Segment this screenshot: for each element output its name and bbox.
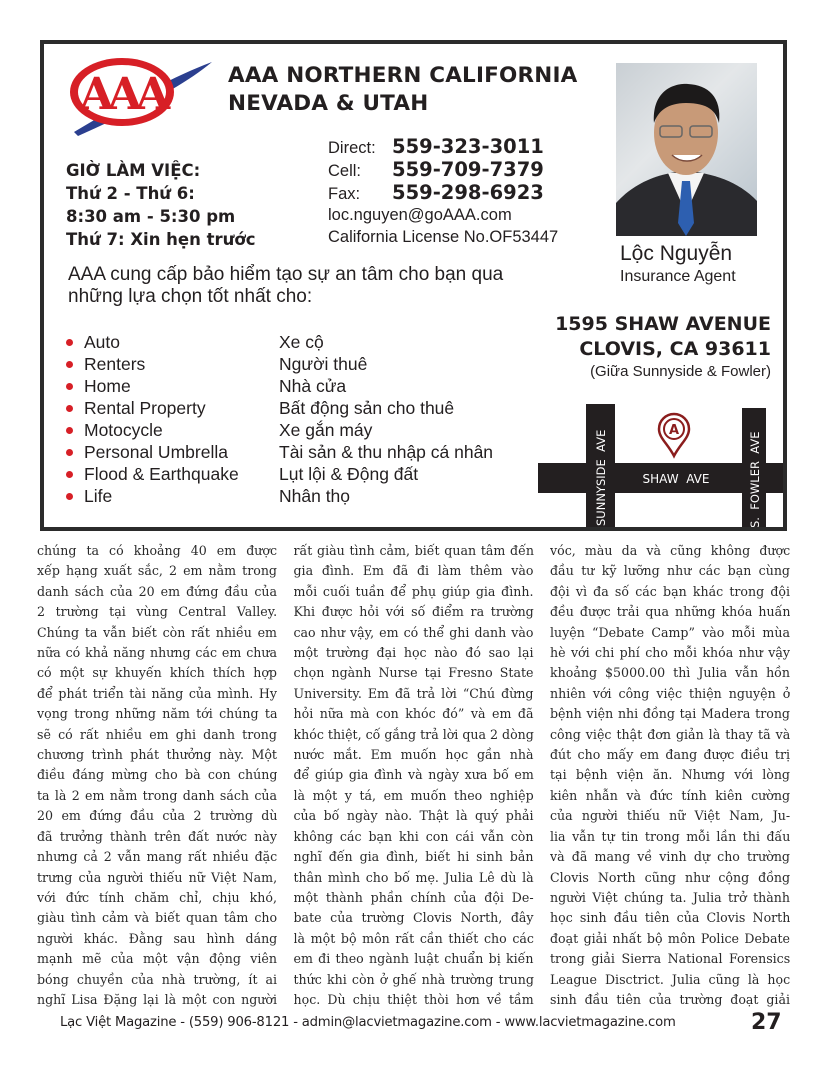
article-line: bóng chuyền của nhà trường, ít ai	[37, 971, 277, 987]
article-line: sinh đầu tiên của trường đoạt giải	[550, 991, 790, 1007]
page-footer: Lạc Việt Magazine - (559) 906-8121 - admin@lacvietmagazine.com - www.lacvietmagazine.com	[60, 1015, 676, 1030]
article-line: sẽ có rất nhiều em ghi danh trong	[37, 726, 277, 742]
product-en: Motocycle	[84, 419, 163, 440]
address-city: CLOVIS, CA 93611	[579, 338, 771, 360]
article-line: mạnh mẽ của một vận động viên	[37, 951, 277, 967]
article-line: chương trình phát thưởng này. Một	[37, 747, 277, 763]
product-en: Rental Property	[84, 397, 206, 418]
article-line: của bố ngày nào. Thật là quý phải	[293, 808, 534, 824]
article-line: nhưng cả 2 vẫn mang rất nhiều đặc	[37, 849, 277, 865]
article-line: đều được trải qua những khóa huấn	[550, 604, 790, 620]
article-line: một thành phần chính của đội De-	[293, 889, 534, 905]
product-item	[66, 463, 493, 485]
article-line: hè với chi phí cho mỗi khóa như vậy	[550, 645, 790, 661]
product-item	[66, 397, 493, 419]
article-line: kiên nhẫn và đức tính kiên cường	[550, 787, 790, 803]
article-line: chúng ta có khoảng 40 em được	[37, 543, 277, 558]
article-line: ta là 2 em nằm trong danh sách của	[37, 787, 277, 803]
product-vi: Tài sản & thu nhập cá nhân	[279, 441, 494, 462]
bullet-icon	[66, 361, 73, 368]
agent-portrait	[616, 63, 757, 236]
intro-line-2: những lựa chọn tốt nhất cho:	[68, 286, 313, 307]
article-line: nước mắt. Em muốn học gần nhà	[293, 747, 534, 763]
bullet-icon	[66, 449, 73, 456]
product-item	[66, 331, 493, 353]
article-line: mỗi cuối tuần để phụ giúp gia đình.	[293, 583, 534, 599]
cell-label: Cell:	[328, 162, 362, 180]
product-vi: Nhà cửa	[279, 375, 347, 396]
article-column-3	[550, 541, 790, 1011]
cell-row	[328, 158, 558, 181]
contact-info	[328, 135, 558, 248]
article-line: không các bạn khi con cái vẫn còn	[293, 828, 534, 844]
marker-label: A	[668, 423, 680, 438]
product-vi: Người thuê	[279, 353, 368, 374]
office-address	[555, 312, 771, 381]
bullet-icon	[66, 471, 73, 478]
product-en: Flood & Earthquake	[84, 463, 239, 484]
page-number: 27	[751, 1010, 782, 1035]
bullet-icon	[66, 383, 73, 390]
article-line: đoạt giải nhất bộ môn Police Debate	[550, 930, 790, 946]
article-line: khoảng $5000.00 thì Julia vẫn hồn	[550, 665, 790, 681]
aaa-logo	[64, 54, 214, 144]
aaa-advertisement	[40, 40, 787, 531]
product-en: Personal Umbrella	[84, 441, 228, 462]
agent-name: Lộc Nguyễn	[620, 242, 733, 265]
bullet-icon	[66, 405, 73, 412]
article-line: người khác. Đằng sau hình dáng	[37, 930, 277, 946]
bullet-icon	[66, 493, 73, 500]
article-line: đầu tư kỹ lưỡng như các bạn cùng	[550, 563, 790, 579]
article-line: thức khi còn ở ghế nhà trường trung	[293, 971, 534, 987]
article-line: công việc thật đơn giản là thay tã và	[550, 726, 790, 742]
product-list	[66, 331, 493, 507]
article-line: một trường đại học nào đó sao lại	[293, 645, 534, 661]
article-line: xếp hạng xuất sắc, 2 em nằm trong	[37, 563, 277, 579]
article-line: League Disctrict. Julia cũng là học	[550, 971, 790, 987]
product-vi: Xe cộ	[279, 331, 324, 352]
company-line-2: NEVADA & UTAH	[228, 91, 429, 116]
insurance-intro	[68, 264, 503, 308]
fax-row	[328, 181, 558, 204]
email-link[interactable]: loc.nguyen@goAAA.com	[328, 206, 512, 224]
article-line: và đã mang về vinh dự cho trường	[550, 849, 790, 865]
product-en: Life	[84, 485, 113, 506]
fax-label: Fax:	[328, 185, 361, 203]
office-hours	[66, 159, 256, 251]
article-line: vọng trong những năm tới chúng ta	[37, 706, 277, 722]
article-line: đội vì đa số các bạn khác trong đội	[550, 583, 790, 599]
company-line-1: AAA NORTHERN CALIFORNIA	[228, 63, 578, 88]
cell-phone[interactable]: 559-709-7379	[392, 158, 544, 181]
hours-heading: GIỜ LÀM VIỆC:	[66, 161, 201, 180]
article-line: rất giàu tình cảm, biết quan tâm đến	[293, 543, 534, 558]
company-name	[228, 62, 578, 118]
article-line: của người thiếu nữ Việt Nam, Ju-	[550, 808, 790, 824]
article-line: học sinh đầu tiên của Clovis North	[550, 910, 790, 926]
article-column-2	[294, 541, 534, 1011]
bullet-icon	[66, 339, 73, 346]
logo-text: AAA	[79, 69, 165, 120]
address-cross-streets: (Giữa Sunnyside & Fowler)	[590, 363, 771, 380]
hours-saturday: Thứ 7: Xin hẹn trước	[66, 230, 256, 249]
article-line: bệnh viện nhi đồng tại Madera trong	[550, 706, 790, 722]
article-line: nghĩ Lisa Đặng lại là một con người	[37, 991, 277, 1007]
fowler-ave-label: S. FOWLER AVE	[748, 431, 762, 528]
product-item	[66, 375, 493, 397]
article-line: cao như vậy, em có thể ghi danh vào	[293, 624, 534, 640]
article-line: Chúng ta vẫn biết còn rất nhiều em	[37, 624, 277, 640]
product-item	[66, 419, 493, 441]
article-line: là một bộ môn rất cần thiết cho các	[293, 930, 534, 946]
direct-row	[328, 135, 558, 158]
article-line: em đi theo ngành luật chuẩn bị kiến	[293, 951, 534, 967]
article-line: là một y tá, em muốn theo nghiệp	[293, 787, 534, 803]
article-line: gia đình. Em đã đi làm thêm vào	[293, 563, 534, 579]
article-line: để phát triển tài năng của mình. Hy	[37, 685, 277, 701]
article-line: lia vẫn tự tin trong mỗi lần thi đấu	[550, 828, 790, 844]
article-line: để giúp gia đình và ngày xưa bố em	[293, 767, 534, 783]
article-line: học. Dù chịu thiệt thòi hơn về tầm	[293, 991, 534, 1007]
article-line: trong giải Sierra National Forensics	[550, 951, 790, 967]
agent-photo	[616, 63, 757, 236]
product-vi: Nhân thọ	[279, 485, 351, 506]
product-vi: Xe gắn máy	[279, 419, 373, 440]
article-column-1	[37, 541, 277, 1011]
article-line: với đức tính chăm chỉ, chịu khó,	[37, 889, 277, 905]
license-number: California License No.OF53447	[328, 228, 559, 246]
article-line: nhiên với công việc thiện nguyện ở	[550, 685, 790, 701]
article-line: vóc, màu da và cũng không được	[550, 543, 790, 558]
article-line: 2 trường tại vùng Central Valley.	[37, 604, 277, 620]
product-en: Auto	[84, 331, 120, 352]
hours-weekdays: Thứ 2 - Thứ 6:	[66, 184, 195, 203]
article-line: đã trưởng thành trên đất nước này	[37, 828, 277, 844]
hours-time: 8:30 am - 5:30 pm	[66, 207, 236, 226]
article-line: nữa có khả năng nhưng các em chưa	[37, 645, 277, 661]
intro-line-1: AAA cung cấp bảo hiểm tạo sự an tâm cho bạn qua	[68, 264, 504, 285]
article-line: đút cho mấy em đang được điều trị	[550, 747, 790, 763]
article-line: 20 em đứng đầu của 2 trường dù	[37, 808, 277, 824]
article-line: trưng của người thiếu nữ Việt Nam,	[37, 869, 277, 885]
shaw-ave-label: SHAW AVE	[642, 472, 710, 486]
product-en: Renters	[84, 353, 146, 374]
article-line: tại bệnh viện ăn. Nhưng với lòng	[550, 767, 790, 783]
agent-title: Insurance Agent	[620, 268, 736, 285]
article-line: thân mình cho bố mẹ. Julia Lê dù là	[293, 869, 534, 885]
map-marker-icon	[659, 414, 689, 456]
article-line: Khi được hỏi với số điểm ra trường	[293, 604, 534, 620]
article-body	[37, 541, 790, 1011]
article-line: hỏi nữa mà con khóc đó” và em đã	[293, 706, 534, 722]
product-vi: Bất động sản cho thuê	[279, 397, 455, 418]
article-line: có một sự khuyến khích thích hợp	[37, 665, 277, 681]
bullet-icon	[66, 427, 73, 434]
location-map	[538, 404, 787, 531]
article-line: giàu tình cảm và biết quan tâm cho	[37, 910, 277, 926]
direct-label: Direct:	[328, 139, 376, 157]
product-vi: Lụt lội & Động đất	[279, 463, 419, 484]
product-item	[66, 441, 493, 463]
article-line: luyện “Debate Camp” vào mỗi mùa	[550, 624, 790, 640]
article-line: chọn ngành Nurse tại Fresno State	[293, 665, 534, 681]
product-item	[66, 353, 493, 375]
article-line: khóc thiệt, cố gắng trả lời qua 2 dòng	[293, 726, 534, 742]
fax-number: 559-298-6923	[392, 181, 544, 204]
article-line: người Việt chúng ta. Julia trở thành	[550, 889, 790, 905]
article-line: University. Em đã trả lời “Chú đừng	[293, 685, 534, 701]
address-street: 1595 SHAW AVENUE	[555, 313, 771, 335]
article-line: bate của trường Clovis North, đây	[293, 910, 534, 926]
article-line: nghĩ đến gia đình, biết hi sinh bản	[293, 849, 534, 865]
direct-phone[interactable]: 559-323-3011	[392, 135, 544, 158]
product-en: Home	[84, 375, 131, 396]
article-line: danh sách của 20 em đứng đầu của	[37, 583, 277, 599]
article-line: Clovis North cũng như cộng đồng	[550, 869, 790, 885]
sunnyside-ave-label: SUNNYSIDE AVE	[594, 429, 608, 526]
product-item	[66, 485, 493, 507]
article-line: điều đáng mừng cho bà con chúng	[37, 767, 277, 783]
